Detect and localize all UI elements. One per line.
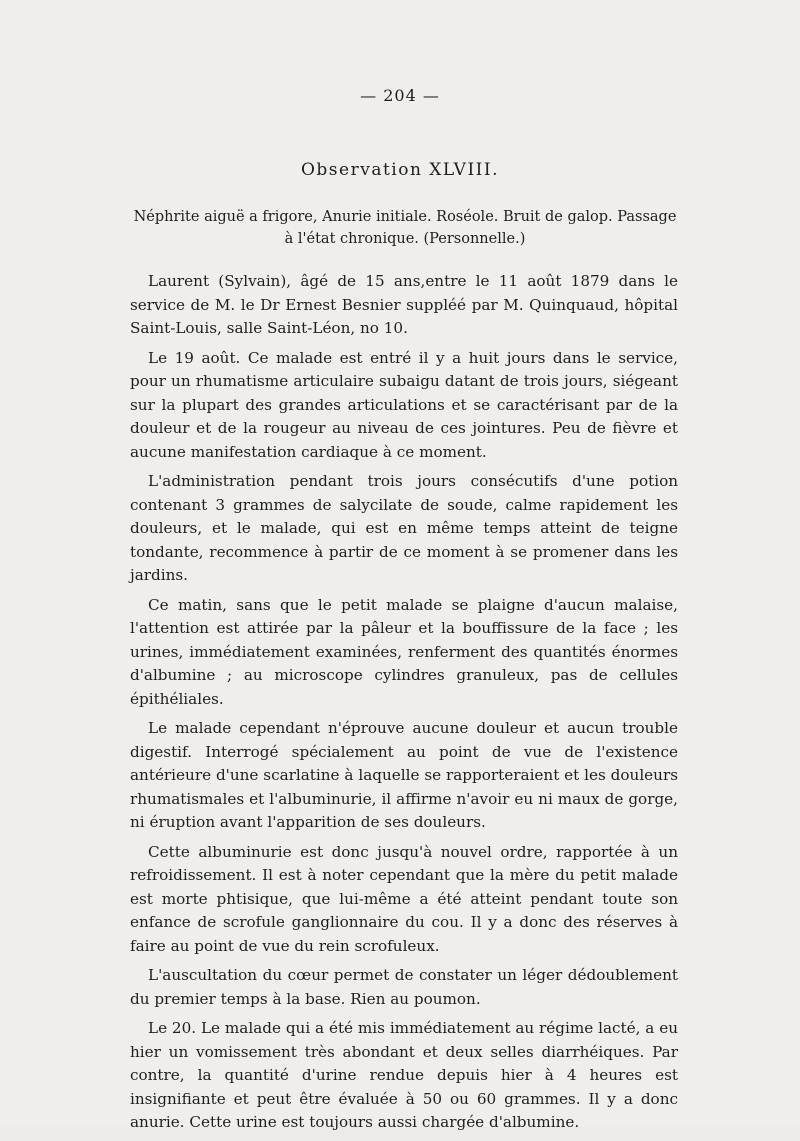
paragraph: L'auscultation du cœur permet de constater un léger dédoublement du premier temps à la base. Rien au poumon. bbox=[130, 966, 678, 1008]
paragraph: Le 19 août. Ce malade est entré il y a huit jours dans le service, pour un rhumatisme articulaire subaigu datant de trois jours, siégeant sur la plupart des grandes articulations et se caractérisant par de la douleur et de la rougeur au niveau de ces jointures. Peu de fièvre et aucune manifestation cardiaque à ce moment. bbox=[130, 348, 678, 461]
paragraph: Cette albuminurie est donc jusqu'à nouvel ordre, rapportée à un refroidissement. Il est à noter cependant que la mère du petit malade est morte phtisique, que lui-même a été atteint pendant toute son enfance de scrofule ganglionnaire du cou. Il y a donc des réserves à faire au point de vue du rein scrofuleux. bbox=[130, 842, 678, 955]
paragraph: Le malade cependant n'éprouve aucune douleur et aucun trouble digestif. Interrogé spécialement au point de vue de l'existence antérieure d'une scarlatine à laquelle se rapporteraient et les douleurs rhumatismales et l'albuminurie, il affirme n'avoir eu ni maux de gorge, ni éruption avant l'apparition de ses douleurs. bbox=[130, 719, 678, 831]
body-text bbox=[130, 270, 678, 1141]
observation-title: Observation XLVIII. bbox=[300, 160, 500, 180]
paragraph: Le 20. Le malade qui a été mis immédiatement au régime lacté, a eu hier un vomissement très abondant et deux selles diarrhéiques. Par contre, la quantité d'urine rendue depuis hier à 4 heures est insignifiante et peut être évaluée à 50 ou 60 grammes. Il y a donc anurie. Cette urine est toujours aussi chargée d'albumine. bbox=[130, 1019, 678, 1131]
page-number: — 204 — bbox=[360, 86, 440, 105]
paragraph: Laurent (Sylvain), âgé de 15 ans,entre le 11 août 1879 dans le service de M. le Dr Ernest Besnier suppléé par M. Quinquaud, hôpital Saint-Louis, salle Saint-Léon, no 10. bbox=[130, 272, 678, 337]
observation-subtitle: Néphrite aiguë a frigore, Anurie initiale. Roséole. Bruit de galop. Passage à l'état chronique. (Personnelle.) bbox=[133, 209, 677, 247]
paragraph: L'administration pendant trois jours consécutifs d'une potion contenant 3 grammes de salycilate de soude, calme rapidement les douleurs, et le malade, qui est en même temps atteint de teigne tondante, recommence à partir de ce moment à se promener dans les jardins. bbox=[130, 472, 678, 584]
paragraph: Ce matin, sans que le petit malade se plaigne d'aucun malaise, l'attention est attirée par la pâleur et la bouffissure de la face ; les urines, immédiatement examinées, renferment des quantités énormes d'albumine ; au microscope cylindres granuleux, pas de cellules épithéliales. bbox=[130, 595, 678, 708]
